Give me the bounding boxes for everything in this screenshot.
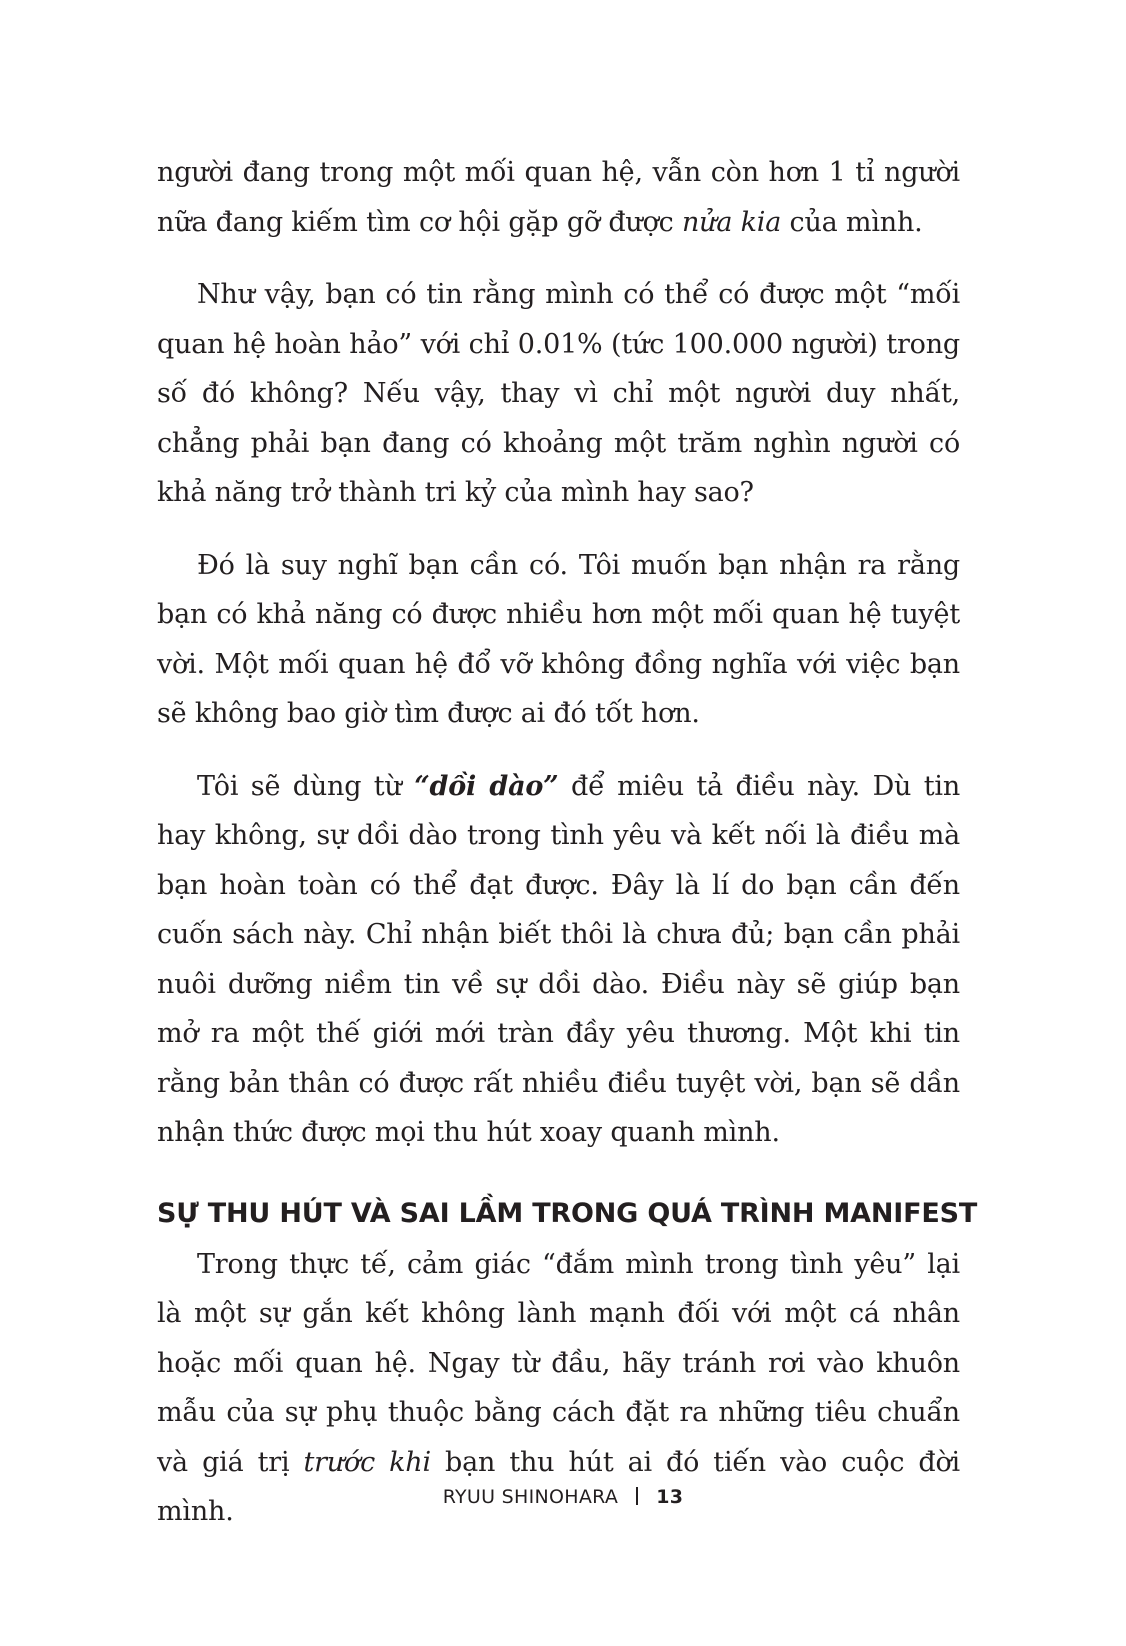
paragraph-4 bbox=[157, 762, 960, 1158]
paragraph-5-end: bạn thu hút ai đó tiến vào cuộc đời mình. bbox=[157, 1446, 960, 1527]
footer-author: RYUU SHINOHARA bbox=[442, 1486, 619, 1508]
paragraph-1-end: của mình. bbox=[781, 206, 923, 238]
paragraph-2: Như vậy, bạn có tin rằng mình có thể có được một “mối quan hệ hoàn hảo” với chỉ 0.01% (tức 100.000 người) trong số đó không? Nếu vậy, thay vì chỉ một người duy nhất, chẳng phải bạn đang có khoảng một trăm nghìn người có khả năng trở thành tri kỷ của mình hay sao? bbox=[157, 279, 960, 508]
page-footer bbox=[0, 1486, 1126, 1508]
paragraph-1 bbox=[157, 148, 960, 247]
footer-divider bbox=[636, 1487, 638, 1505]
paragraph-4-end: để miêu tả điều này. Dù tin hay không, sự dồi dào trong tình yêu và kết nối là điều mà bạn hoàn toàn có thể đạt được. Đây là lí do bạn cần đến cuốn sách này. Chỉ nhận biết thôi là chưa đủ; bạn cần phải nuôi dưỡng niềm tin về sự dồi dào. Điều này sẽ giúp bạn mở ra một thế giới mới tràn đầy yêu thương. Một khi tin rằng bản thân có được rất nhiều điều tuyệt vời, bạn sẽ dần nhận thức được mọi thu hút xoay quanh mình. bbox=[157, 770, 961, 1148]
page-number: 13 bbox=[656, 1486, 684, 1508]
paragraph-4-bold-term: “dồi dào” bbox=[414, 770, 559, 802]
paragraph-1-italic: nửa kia bbox=[681, 206, 782, 238]
paragraph-4-start: Tôi sẽ dùng từ bbox=[197, 770, 415, 802]
paragraph-5-start: Trong thực tế, cảm giác “đắm mình trong tình yêu” lại là một sự gắn kết không lành mạnh đối với một cá nhân hoặc mối quan hệ. Ngay từ đầu, hãy tránh rơi vào khuôn mẫu của sự phụ thuộc bằng cách đặt ra những tiêu chuẩn và giá trị bbox=[157, 1248, 960, 1478]
paragraph-5-italic: trước khi bbox=[303, 1446, 431, 1478]
section-heading: SỰ THU HÚT VÀ SAI LẦM TRONG QUÁ TRÌNH MANIFEST bbox=[157, 1197, 978, 1229]
page-body bbox=[157, 148, 978, 1537]
paragraph-1-text: người đang trong một mối quan hệ, vẫn còn hơn 1 tỉ người nữa đang kiếm tìm cơ hội gặp gỡ được bbox=[157, 157, 960, 238]
paragraph-3: Đó là suy nghĩ bạn cần có. Tôi muốn bạn nhận ra rằng bạn có khả năng có được nhiều hơn một mối quan hệ tuyệt vời. Một mối quan hệ đổ vỡ không đồng nghĩa với việc bạn sẽ không bao giờ tìm được ai đó tốt hơn. bbox=[157, 549, 960, 729]
